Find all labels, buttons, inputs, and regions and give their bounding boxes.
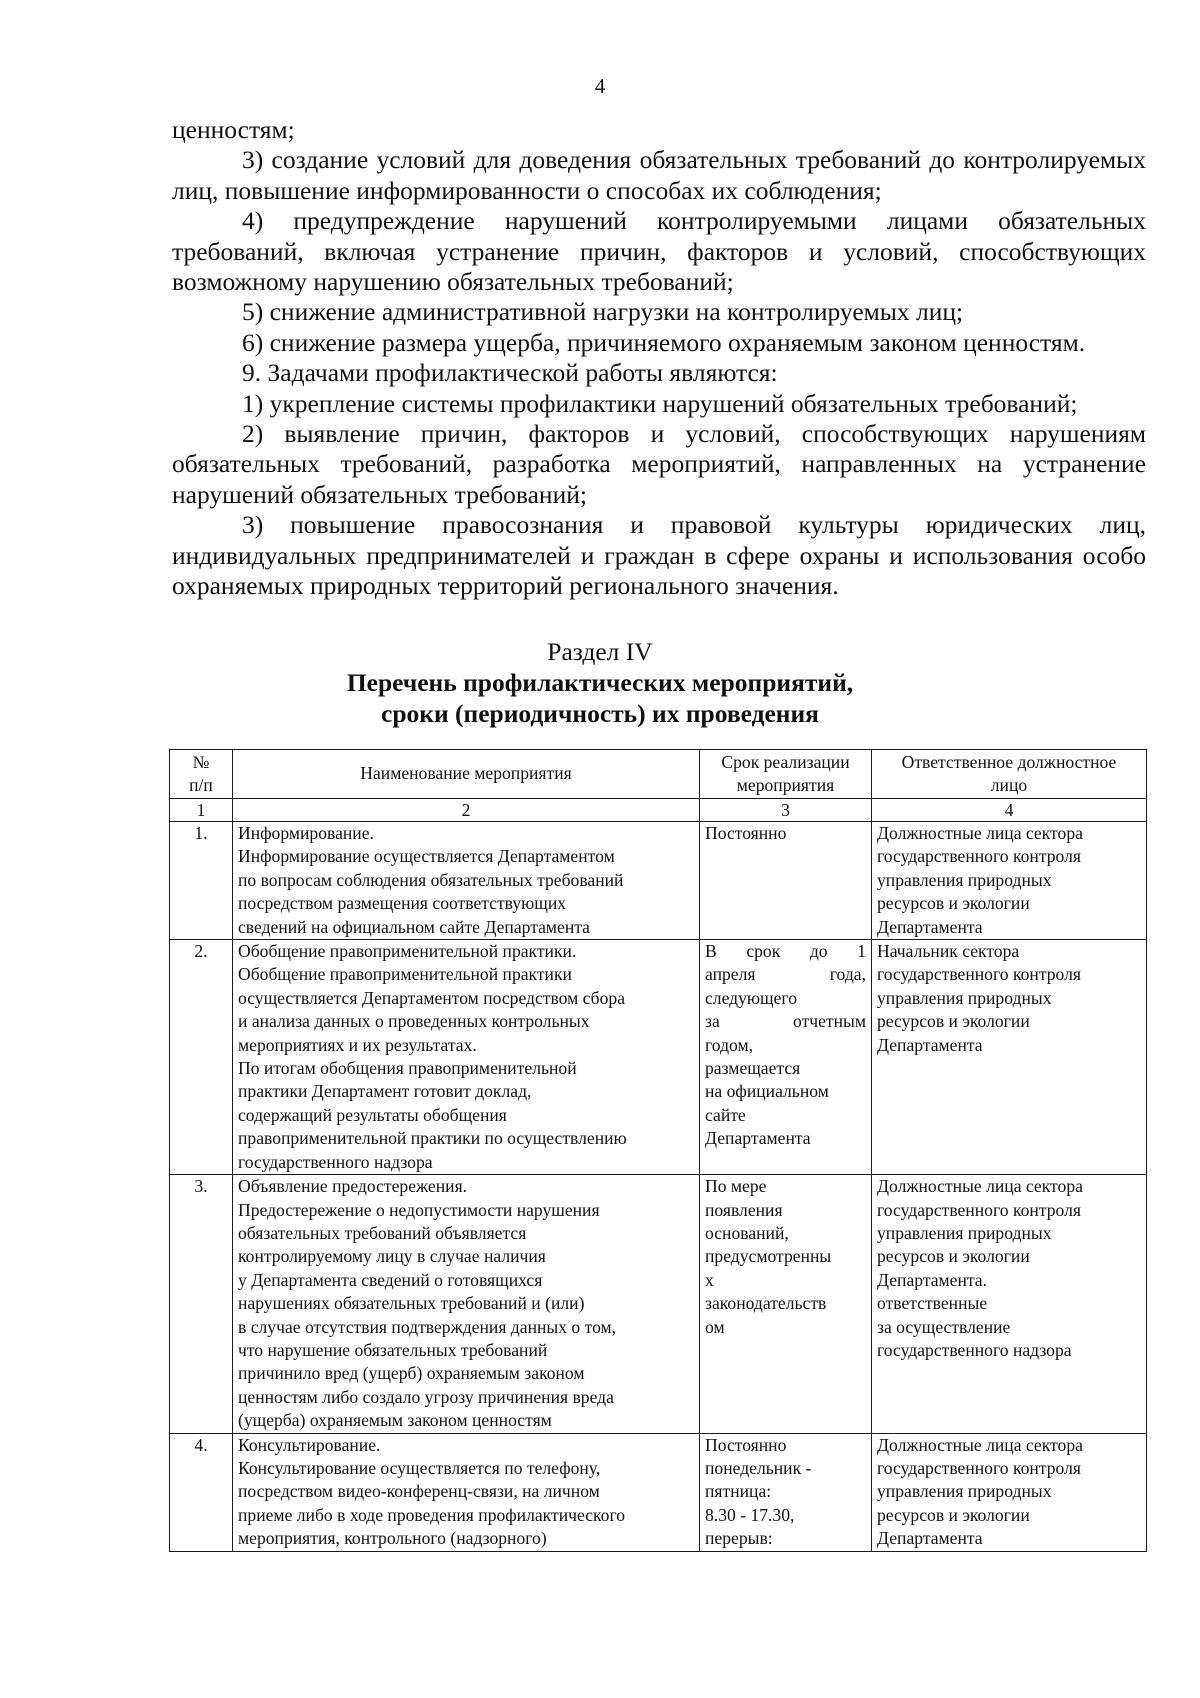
measure-name-line: Информирование осуществляется Департаментом [238, 846, 615, 867]
measure-responsible-line: государственного контроля [877, 1199, 1081, 1220]
measure-term-line: размещается [705, 1058, 801, 1079]
measure-term-line: В срок до 1 [705, 941, 866, 962]
measure-term-line: появления [705, 1199, 783, 1220]
measure-name-line: обязательных требований объявляется [238, 1222, 527, 1243]
paragraph: 5) снижение административной нагрузки на контролируемых лиц; [242, 297, 964, 327]
measure-name-line: Информирование. [238, 823, 374, 843]
measure-name [233, 1175, 700, 1433]
measure-responsible [872, 1175, 1147, 1433]
measure-name-line: (ущерба) охраняемым законом ценностям [238, 1410, 552, 1431]
measure-name-line: правоприменительной практики по осуществлению [238, 1128, 627, 1149]
paragraph: 3) повышение правосознания и правовой культуры юридических лиц, индивидуальных предпринимателей и граждан в сфере охраны и использования особо охраняемых природных территорий регионального значения. [172, 510, 1146, 601]
header-term-line: мероприятия [736, 775, 835, 795]
table-header-row [170, 750, 1147, 799]
header-name: Наименование мероприятия [233, 750, 700, 799]
header-responsible-line: Ответственное должностное [901, 751, 1117, 772]
header-term-line: Срок реализации [721, 751, 850, 772]
measure-responsible [872, 1433, 1147, 1551]
measure-responsible-line: за осуществление [877, 1316, 1011, 1337]
table-row [170, 1175, 1147, 1433]
measure-name-line: нарушениях обязательных требований и (или) [238, 1293, 585, 1314]
measure-name-line: Обобщение правоприменительной практики [238, 964, 572, 985]
measure-term-line: сайте [705, 1104, 746, 1125]
measure-responsible-line: ресурсов и экологии [877, 1011, 1030, 1032]
paragraph: 1) укрепление системы профилактики нарушений обязательных требований; [242, 388, 1078, 418]
measure-name-line: Предостережение о недопустимости нарушения [238, 1199, 600, 1220]
paragraph: 3) создание условий для доведения обязательных требований до контролируемых лиц, повышение информированности о способах их соблюдения; [172, 145, 1146, 205]
measure-term-line: пятница: [705, 1481, 772, 1502]
header-term [700, 750, 872, 799]
measure-responsible-line: ответственные [877, 1293, 988, 1314]
row-number: 3. [170, 1175, 233, 1433]
measure-name-line: мероприятия, контрольного (надзорного) [238, 1528, 547, 1549]
measure-term-line: предусмотренны [705, 1246, 832, 1267]
measure-name-line: контролируемому лицу в случае наличия [238, 1246, 546, 1267]
measure-name-line: содержащий результаты обобщения [238, 1104, 507, 1125]
column-number: 1 [170, 799, 233, 822]
measure-name-line: Обобщение правоприменительной практики. [238, 941, 577, 962]
paragraph: 9. Задачами профилактической работы являются: [242, 358, 778, 388]
measure-responsible-line: государственного надзора [877, 1339, 1072, 1360]
table-row [170, 822, 1147, 940]
measure-name [233, 940, 700, 1175]
measure-name-line: посредством размещения соответствующих [238, 893, 567, 914]
measure-term-line: перерыв: [705, 1528, 773, 1549]
measure-term-line: ом [705, 1316, 725, 1337]
measure-term [700, 822, 872, 940]
header-num [170, 750, 233, 799]
measure-term-line: х [705, 1269, 714, 1290]
measure-name-line: По итогам обобщения правоприменительной [238, 1058, 577, 1079]
measure-term [700, 1433, 872, 1551]
measure-name-line: осуществляется Департаментом посредством сбора [238, 987, 626, 1008]
column-number: 2 [233, 799, 700, 822]
section-label: Раздел IV [547, 637, 653, 666]
measure-responsible-line: Департамента [877, 916, 983, 937]
measure-name-line: государственного надзора [238, 1151, 433, 1172]
header-responsible [872, 750, 1147, 799]
measure-name-line: по вопросам соблюдения обязательных требований [238, 869, 624, 890]
table-body [170, 822, 1147, 1552]
measure-responsible-line: управления природных [877, 1481, 1052, 1502]
measure-name-line: посредством видео-конференц-связи, на личном [238, 1481, 600, 1502]
measure-name-line: что нарушение обязательных требований [238, 1339, 548, 1360]
measure-term-line: Постоянно [705, 823, 787, 843]
measure-responsible-line: государственного контроля [877, 1457, 1081, 1478]
section-heading [0, 636, 1200, 729]
measure-responsible-line: ресурсов и экологии [877, 893, 1030, 914]
measure-name-line: Консультирование. [238, 1434, 381, 1455]
column-number: 4 [872, 799, 1147, 822]
measure-term-line: Департамента [705, 1128, 811, 1149]
measure-responsible-line: государственного контроля [877, 846, 1081, 867]
table-row [170, 1433, 1147, 1551]
measure-responsible-line: ресурсов и экологии [877, 1246, 1030, 1267]
header-responsible-line: лицо [990, 775, 1028, 795]
table-row [170, 940, 1147, 1175]
row-number: 2. [170, 940, 233, 1175]
header-num-line: п/п [189, 775, 213, 795]
measure-name-line: у Департамента сведений о готовящихся [238, 1269, 543, 1290]
measure-term-line: законодательств [705, 1293, 827, 1314]
measure-responsible-line: управления природных [877, 987, 1052, 1008]
measure-responsible-line: Департамента [877, 1034, 983, 1055]
measure-term-line: По мере [705, 1176, 767, 1197]
measure-term-line: Постоянно [705, 1434, 787, 1455]
paragraph: 2) выявление причин, факторов и условий, способствующих нарушениям обязательных требований, разработка мероприятий, направленных на устранение нарушений обязательных требований; [172, 419, 1146, 509]
measure-name-line: Консультирование осуществляется по телефону, [238, 1457, 601, 1478]
measure-responsible-line: управления природных [877, 869, 1052, 890]
measure-name-line: и анализа данных о проведенных контрольных [238, 1011, 590, 1032]
measure-term-line: за отчетным [705, 1011, 866, 1032]
measure-responsible-line: Начальник сектора [877, 941, 1020, 962]
page-number: 4 [594, 74, 606, 98]
measure-responsible-line: управления природных [877, 1222, 1052, 1243]
measure-responsible-line: Должностные лица сектора [877, 1434, 1083, 1455]
paragraph: 6) снижение размера ущерба, причиняемого охраняемым законом ценностям. [242, 327, 1086, 357]
measure-name-line: сведений на официальном сайте Департамента [238, 916, 590, 937]
measure-term-line: оснований, [705, 1222, 789, 1243]
row-number: 4. [170, 1433, 233, 1551]
table-column-numbers-row [170, 799, 1147, 822]
measure-responsible-line: ресурсов и экологии [877, 1504, 1030, 1525]
measure-term-line: следующего [705, 987, 797, 1008]
measure-responsible-line: Департамента. [877, 1269, 987, 1290]
measure-term-line: годом, [705, 1034, 754, 1055]
measure-name-line: практики Департамент готовит доклад, [238, 1081, 532, 1102]
measure-name [233, 822, 700, 940]
measure-responsible-line: Должностные лица сектора [877, 823, 1083, 843]
section-title-line-2: сроки (периодичность) их проведения [381, 699, 819, 728]
measure-responsible-line: государственного контроля [877, 964, 1081, 985]
measure-responsible [872, 822, 1147, 940]
measure-name-line: причинило вред (ущерб) охраняемым законом [238, 1363, 585, 1384]
measure-responsible [872, 940, 1147, 1175]
measure-term [700, 1175, 872, 1433]
measure-term-line: понедельник - [705, 1457, 812, 1478]
paragraph: ценностям; [172, 115, 295, 144]
measure-name-line: Объявление предостережения. [238, 1176, 468, 1197]
measure-term-line: на официальном [705, 1081, 829, 1102]
paragraph: 4) предупреждение нарушений контролируемыми лицами обязательных требований, включая устранение причин, факторов и условий, способствующих возможному нарушению обязательных требований; [172, 206, 1146, 297]
measures-table [169, 749, 1147, 1552]
measure-responsible-line: Департамента [877, 1528, 983, 1549]
header-num-line: № [192, 751, 210, 772]
measure-name-line: в случае отсутствия подтверждения данных о том, [238, 1316, 617, 1337]
row-number: 1. [170, 822, 233, 940]
measure-name-line: мероприятиях и их результатах. [238, 1034, 477, 1055]
measure-term-line: апреля года, [705, 964, 866, 985]
measure-name [233, 1433, 700, 1551]
measure-term-line: 8.30 - 17.30, [705, 1504, 795, 1525]
section-title-line-1: Перечень профилактических мероприятий, [346, 668, 854, 697]
measure-name-line: ценностям либо создало угрозу причинения вреда [238, 1386, 614, 1407]
measure-name-line: приеме либо в ходе проведения профилактического [238, 1504, 626, 1525]
measure-term [700, 940, 872, 1175]
body-text [172, 115, 1146, 602]
column-number: 3 [700, 799, 872, 822]
measure-responsible-line: Должностные лица сектора [877, 1176, 1083, 1197]
